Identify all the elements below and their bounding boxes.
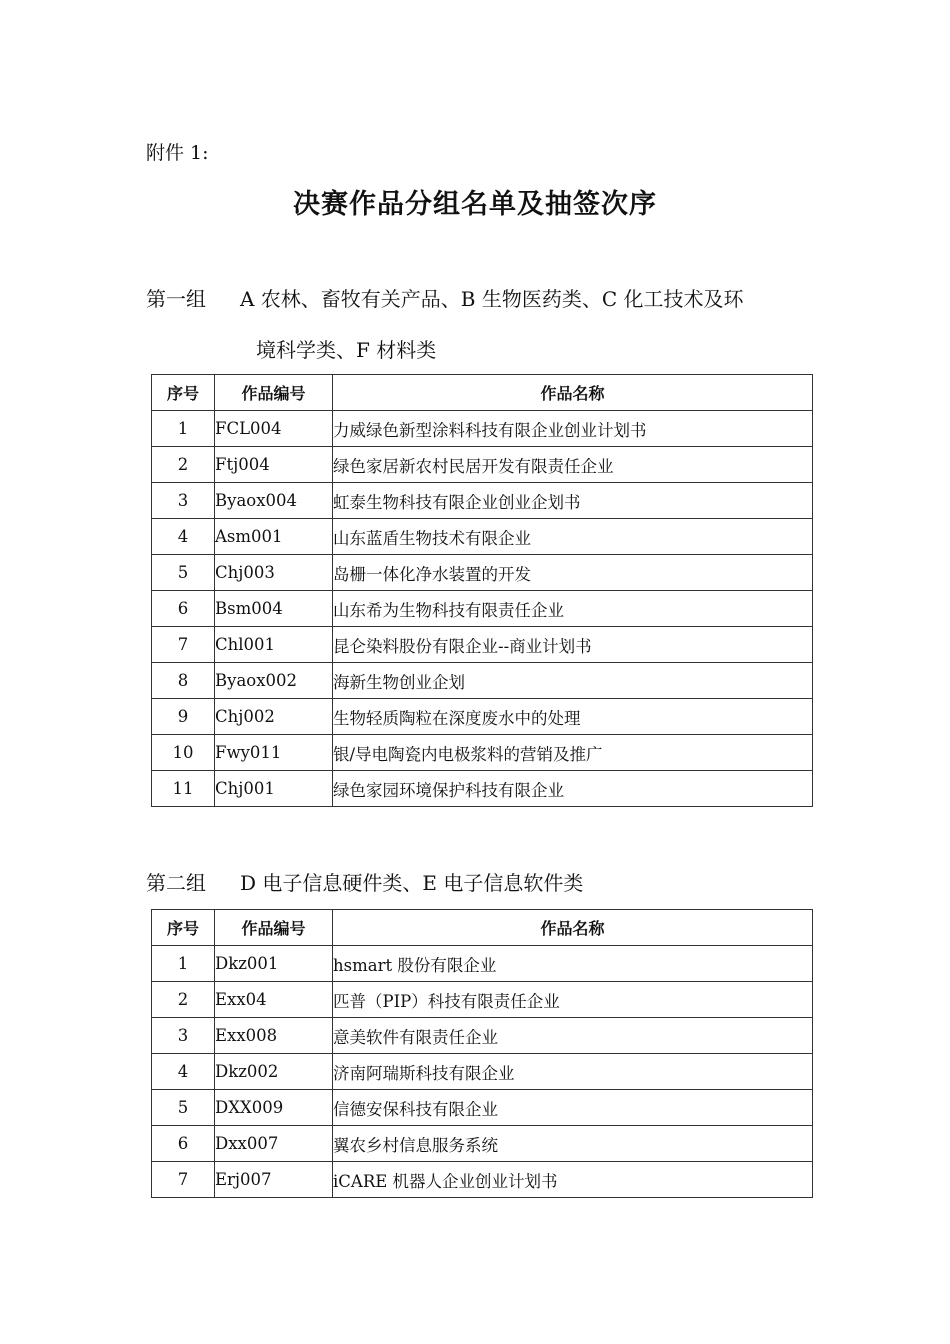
name-cell: 绿色家园环境保护科技有限企业 — [333, 771, 813, 807]
group-1-rows — [152, 411, 813, 807]
group-1-heading — [146, 274, 826, 376]
code-cell: Chj003 — [215, 555, 333, 591]
group-1-categories-line1: A 农林、畜牧有关产品、B 生物医药类、C 化工技术及环 — [240, 287, 744, 311]
table-row — [152, 555, 813, 591]
table-row — [152, 1018, 813, 1054]
code-cell: Exx04 — [215, 982, 333, 1018]
name-cell: 生物轻质陶粒在深度废水中的处理 — [333, 699, 813, 735]
seq-cell: 1 — [152, 946, 215, 982]
name-cell: 岛栅一体化净水装置的开发 — [333, 555, 813, 591]
name-cell: 绿色家居新农村民居开发有限责任企业 — [333, 447, 813, 483]
header-name: 作品名称 — [333, 910, 813, 946]
code-cell: Chj002 — [215, 699, 333, 735]
seq-cell: 6 — [152, 591, 215, 627]
code-cell: Chl001 — [215, 627, 333, 663]
seq-cell: 4 — [152, 519, 215, 555]
seq-cell: 9 — [152, 699, 215, 735]
group-1-categories-line2: 境科学类、F 材料类 — [256, 338, 437, 362]
table-row — [152, 771, 813, 807]
seq-cell: 7 — [152, 1162, 215, 1198]
table-header-row — [152, 910, 813, 946]
header-seq: 序号 — [152, 375, 215, 411]
table-row — [152, 483, 813, 519]
group-1-table — [151, 374, 813, 807]
code-cell: Asm001 — [215, 519, 333, 555]
table-row — [152, 627, 813, 663]
table-row — [152, 946, 813, 982]
code-cell: Chj001 — [215, 771, 333, 807]
seq-cell: 7 — [152, 627, 215, 663]
table-row — [152, 591, 813, 627]
name-cell: 意美软件有限责任企业 — [333, 1018, 813, 1054]
group-2-rows — [152, 946, 813, 1198]
seq-cell: 5 — [152, 555, 215, 591]
table-row — [152, 699, 813, 735]
group-2-table — [151, 909, 813, 1198]
table-row — [152, 411, 813, 447]
name-cell: 力威绿色新型涂料科技有限企业创业计划书 — [333, 411, 813, 447]
name-cell: hsmart 股份有限企业 — [333, 946, 813, 982]
attachment-label: 附件 1: — [146, 142, 209, 164]
name-cell: iCARE 机器人企业创业计划书 — [333, 1162, 813, 1198]
table-row — [152, 447, 813, 483]
name-cell: 银/导电陶瓷内电极浆料的营销及推广 — [333, 735, 813, 771]
seq-cell: 2 — [152, 982, 215, 1018]
header-code: 作品编号 — [215, 375, 333, 411]
code-cell: Ftj004 — [215, 447, 333, 483]
page-title: 决赛作品分组名单及抽签次序 — [293, 189, 657, 220]
table-row — [152, 735, 813, 771]
seq-cell: 5 — [152, 1090, 215, 1126]
group-1-name: 第一组 — [146, 287, 206, 311]
seq-cell: 6 — [152, 1126, 215, 1162]
code-cell: Fwy011 — [215, 735, 333, 771]
seq-cell: 10 — [152, 735, 215, 771]
group-2-categories-line1: D 电子信息硬件类、E 电子信息软件类 — [240, 871, 584, 895]
table-row — [152, 663, 813, 699]
seq-cell: 1 — [152, 411, 215, 447]
seq-cell: 3 — [152, 1018, 215, 1054]
group-2-name: 第二组 — [146, 871, 206, 895]
table-row — [152, 519, 813, 555]
code-cell: Dkz002 — [215, 1054, 333, 1090]
name-cell: 山东希为生物科技有限责任企业 — [333, 591, 813, 627]
name-cell: 济南阿瑞斯科技有限企业 — [333, 1054, 813, 1090]
seq-cell: 3 — [152, 483, 215, 519]
name-cell: 翼农乡村信息服务系统 — [333, 1126, 813, 1162]
header-code: 作品编号 — [215, 910, 333, 946]
seq-cell: 2 — [152, 447, 215, 483]
code-cell: Byaox004 — [215, 483, 333, 519]
table-row — [152, 982, 813, 1018]
table-row — [152, 1162, 813, 1198]
code-cell: Dxx007 — [215, 1126, 333, 1162]
name-cell: 信德安保科技有限企业 — [333, 1090, 813, 1126]
name-cell: 昆仑染料股份有限企业--商业计划书 — [333, 627, 813, 663]
code-cell: Bsm004 — [215, 591, 333, 627]
seq-cell: 4 — [152, 1054, 215, 1090]
code-cell: Byaox002 — [215, 663, 333, 699]
name-cell: 海新生物创业企划 — [333, 663, 813, 699]
table-row — [152, 1090, 813, 1126]
code-cell: Dkz001 — [215, 946, 333, 982]
table-row — [152, 1054, 813, 1090]
table-row — [152, 1126, 813, 1162]
table-header-row — [152, 375, 813, 411]
code-cell: Exx008 — [215, 1018, 333, 1054]
name-cell: 山东蓝盾生物技术有限企业 — [333, 519, 813, 555]
code-cell: DXX009 — [215, 1090, 333, 1126]
code-cell: FCL004 — [215, 411, 333, 447]
name-cell: 虹泰生物科技有限企业创业企划书 — [333, 483, 813, 519]
name-cell: 匹普（PIP）科技有限责任企业 — [333, 982, 813, 1018]
seq-cell: 11 — [152, 771, 215, 807]
header-name: 作品名称 — [333, 375, 813, 411]
code-cell: Erj007 — [215, 1162, 333, 1198]
header-seq: 序号 — [152, 910, 215, 946]
seq-cell: 8 — [152, 663, 215, 699]
group-2-heading — [146, 858, 826, 909]
